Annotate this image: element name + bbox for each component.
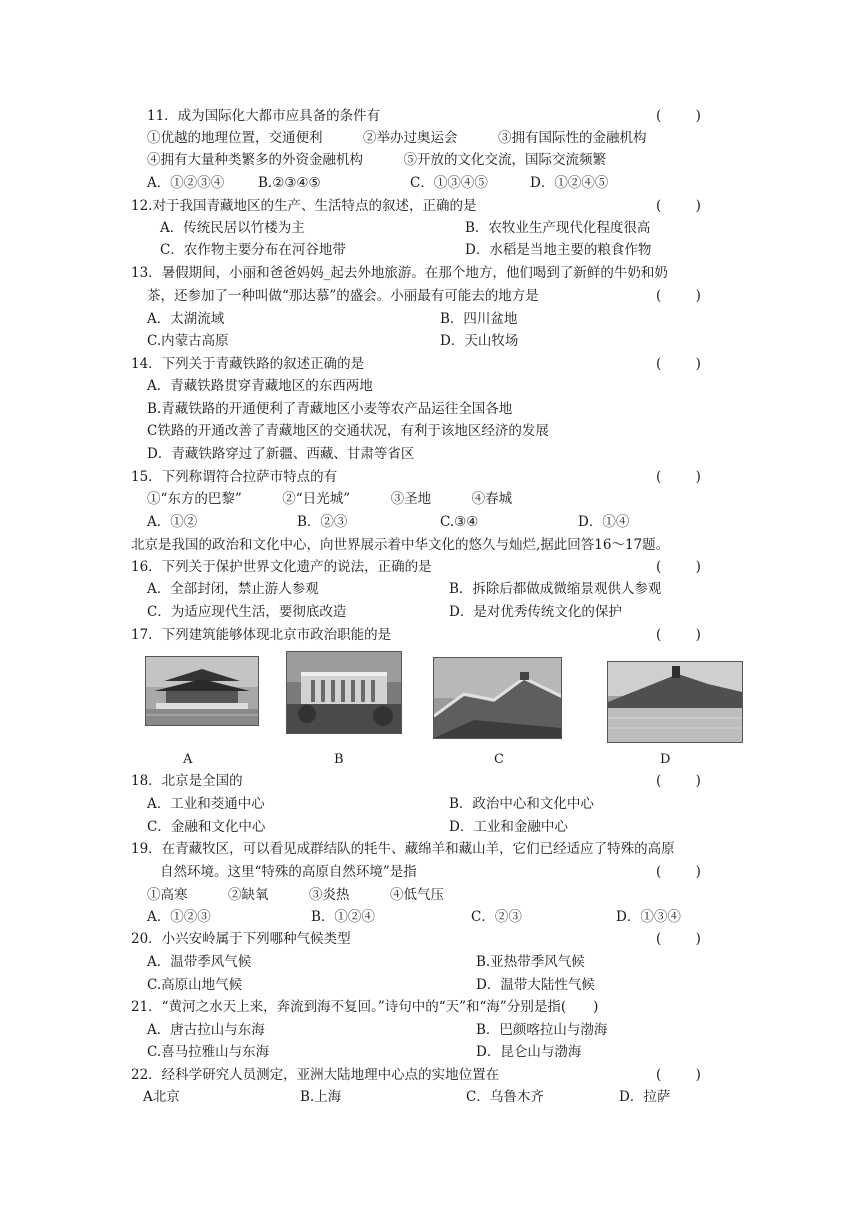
q19-stem-line-1: 19．在青藏牧区，可以看见成群结队的牦牛、藏绵羊和藏山羊，它们已经适应了特殊的高原 [131, 841, 675, 857]
q22-option-d: D．拉萨 [619, 1089, 671, 1105]
q15-option-b: B．②③ [297, 514, 348, 530]
photo-d-summer-palace [607, 661, 743, 743]
q15-option-c: C.③④ [440, 514, 479, 530]
q19-option-b: B．①②④ [311, 909, 375, 925]
q12-option-a: A．传统民居以竹楼为主 [160, 220, 305, 236]
q13-stem-line-1: 13．暑假期间，小丽和爸爸妈妈_起去外地旅游。在那个地方，他们喝到了新鲜的牛奶和奶 [131, 265, 668, 281]
q15-stem: 15．下列称谓符合拉萨市特点的有 [131, 469, 338, 485]
q20-option-b: B.亚热带季风气候 [476, 954, 585, 970]
q15-answer-blank: ( ) [656, 469, 701, 485]
q21-option-d: D．昆仑山与渤海 [476, 1044, 582, 1060]
q22-option-c: C．乌鲁木齐 [466, 1089, 544, 1105]
q11-option-b: B.②③④⑤ [258, 175, 321, 191]
q12-answer-blank: ( ) [656, 198, 701, 214]
q11-answer-blank: ( ) [656, 108, 701, 124]
photo-b-label: B [334, 752, 344, 767]
q20-option-c: C.高原山地气候 [147, 977, 243, 993]
q12-option-b: B．农牧业生产现代化程度很高 [465, 220, 651, 236]
passage-intro: 北京是我国的政治和文化中心，向世界展示着中华文化的悠久与灿烂,据此回答16～17题。 [131, 537, 670, 553]
photo-b-great-hall [286, 651, 402, 734]
q12-stem: 12.对于我国青藏地区的生产、生活特点的叙述，正确的是 [131, 198, 477, 214]
q13-answer-blank: ( ) [656, 288, 701, 304]
q19-option-a: A．①②③ [147, 909, 211, 925]
q22-stem: 22．经科学研究人员测定，亚洲大陆地理中心点的实地位置在 [131, 1067, 500, 1083]
q15-option-d: D．①④ [578, 514, 630, 530]
q19-option-c: C．②③ [471, 909, 522, 925]
q13-option-a: A．太湖流域 [147, 311, 225, 327]
q14-stem: 14．下列关于青藏铁路的叙述正确的是 [131, 356, 365, 372]
photo-c-great-wall [433, 657, 562, 739]
q16-option-b: B．拆除后都做成微缩景观供人参观 [449, 581, 662, 597]
q21-stem: 21．“黄河之水天上来，奔流到海不复回。”诗句中的“天”和“海”分别是指( ) [131, 999, 599, 1015]
q19-option-d: D．①③④ [616, 909, 681, 925]
q12-option-d: D．水稻是当地主要的粮食作物 [465, 242, 652, 258]
q14-option-d: D．青藏铁路穿过了新疆、西藏、甘肃等省区 [147, 446, 415, 462]
q14-option-c: C铁路的开通改善了青藏地区的交通状况，有利于该地区经济的发展 [147, 423, 549, 439]
q20-stem: 20．小兴安岭属于下列哪种气候类型 [131, 931, 351, 947]
q14-answer-blank: ( ) [656, 356, 701, 372]
q17-stem: 17．下列建筑能够体现北京市政治职能的是 [131, 627, 392, 643]
q14-option-b: B.青藏铁路的开通便利了青藏地区小麦等农产品运往全国各地 [147, 401, 513, 417]
q18-option-c: C．金融和文化中心 [147, 819, 266, 835]
q19-stem-line-2: 自然环境。这里“特殊的高原自然环境”是指 [160, 864, 417, 880]
q20-option-a: A．温带季风气候 [147, 954, 252, 970]
q16-stem: 16．下列关于保护世界文化遗产的说法，正确的是 [131, 559, 432, 575]
q15-option-a: A．①② [147, 514, 198, 530]
q18-option-d: D．工业和金融中心 [449, 819, 568, 835]
q13-option-d: D．天山牧场 [440, 333, 519, 349]
q11-statements-line-2: ④拥有大量种类繁多的外资金融机构 ⑤开放的文化交流，国际交流频繁 [147, 152, 606, 168]
q18-option-a: A．工业和茭通中心 [147, 796, 265, 812]
q12-option-c: C．农作物主要分布在河谷地带 [160, 242, 346, 258]
q14-option-a: A．青藏铁路贯穿青藏地区的东西两地 [147, 378, 373, 394]
q19-statements: ①高寒 ②缺氧 ③炎热 ④低气压 [147, 887, 444, 903]
q13-stem-line-2: 茶，还参加了一种叫做“那达慕”的盛会。小丽最有可能去的地方是 [147, 288, 539, 304]
q21-option-c: C.喜马拉雅山与东海 [147, 1044, 270, 1060]
photo-a-palace-hall [145, 656, 259, 726]
q13-option-c: C.内蒙古高原 [147, 333, 229, 349]
photo-c-label: C [494, 752, 504, 767]
q16-option-d: D．是对优秀传统文化的保护 [449, 604, 622, 620]
q11-option-c: C．①③④⑤ [410, 175, 488, 191]
q20-answer-blank: ( ) [656, 931, 701, 947]
q21-option-b: B．巴颜喀拉山与渤海 [476, 1022, 608, 1038]
q16-option-a: A．全部封闭，禁止游人参观 [147, 581, 319, 597]
q19-answer-blank: ( ) [656, 864, 701, 880]
q20-option-d: D．温带大陆性气候 [476, 977, 595, 993]
q22-option-b: B.上海 [300, 1089, 342, 1105]
q16-answer-blank: ( ) [656, 559, 701, 575]
q17-answer-blank: ( ) [656, 627, 701, 643]
q13-option-b: B．四川盆地 [440, 311, 518, 327]
q11-option-d: D．①②④⑤ [530, 175, 609, 191]
q22-answer-blank: ( ) [656, 1067, 701, 1083]
photo-d-label: D [660, 752, 671, 767]
q11-option-a: A．①②③④ [147, 175, 225, 191]
q22-option-a: A北京 [143, 1089, 180, 1105]
q21-option-a: A．唐古拉山与东海 [147, 1022, 265, 1038]
q18-stem: 18．北京是全国的 [131, 773, 243, 789]
q15-statements: ①“东方的巴黎” ②“日光城” ③圣地 ④春城 [147, 491, 513, 507]
q18-option-b: B．政治中心和文化中心 [449, 796, 594, 812]
q11-statements-line-1: ①优越的地理位置，交通便利 ②举办过奥运会 ③拥有国际性的金融机构 [147, 130, 647, 146]
photo-a-label: A [183, 752, 193, 767]
q18-answer-blank: ( ) [656, 773, 701, 789]
q16-option-c: C．为适应现代生活，要彻底改造 [147, 604, 347, 620]
q11-stem: 11．成为国际化大都市应具备的条件有 [147, 108, 381, 124]
